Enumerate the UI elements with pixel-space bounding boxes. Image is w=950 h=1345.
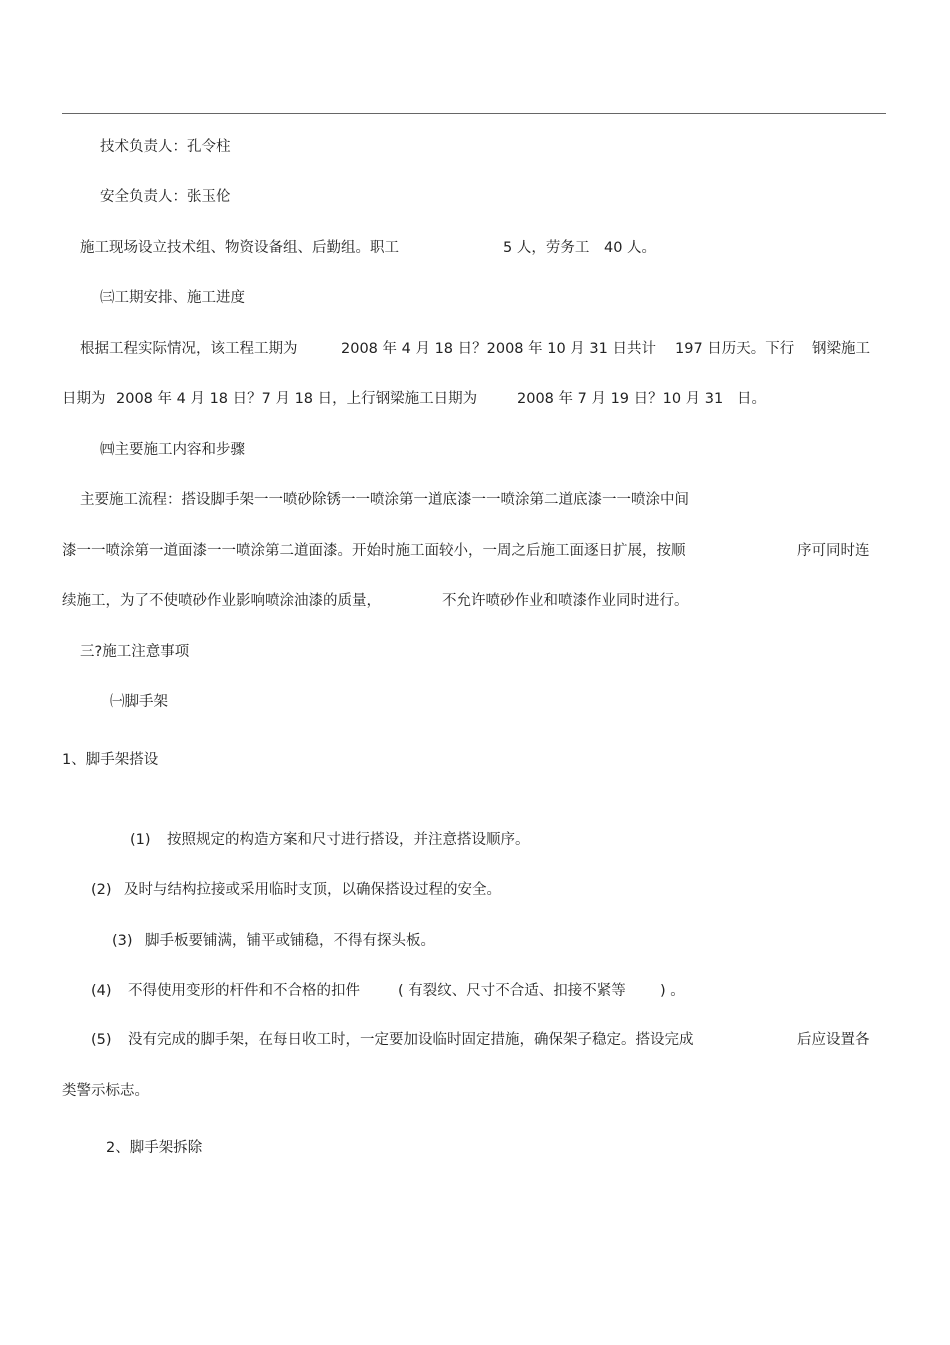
- staffing-workers: 5 人，劳务工: [503, 240, 590, 256]
- list-item-note: ( 有裂纹、尺寸不合适、扣接不紧等: [398, 983, 626, 999]
- list-item-number: (4): [91, 983, 112, 999]
- list-item-text: 没有完成的脚手架，在每日收工时，一定要加设临时固定措施，确保架子稳定。搭设完成: [128, 1032, 694, 1048]
- list-item-number: (2): [91, 882, 112, 898]
- schedule-period-label: 日期为: [62, 391, 106, 407]
- flow-line-1: 主要施工流程：搭设脚手架一一喷砂除锈一一喷涂第一道底漆一一喷涂第二道底漆一一喷涂中间: [80, 492, 689, 508]
- tech-lead-line: 技术负责人：孔令柱: [100, 139, 231, 155]
- safety-lead-line: 安全负责人：张玉伦: [100, 189, 231, 205]
- schedule-dates: 2008 年 4 月 18 日？2008 年 10 月 31 日共计: [341, 341, 656, 357]
- list-item-number: (1): [130, 832, 151, 848]
- list-item-text: 按照规定的构造方案和尺寸进行搭设，并注意搭设顺序。: [167, 832, 530, 848]
- header-rule: [62, 113, 886, 114]
- schedule-lower-beam: 钢梁施工: [812, 341, 870, 357]
- schedule-upper-dates: 2008 年 7 月 19 日？10 月 31: [517, 391, 724, 407]
- list-item-note-end: ) 。: [660, 983, 685, 999]
- list-item-continuation: 类警示标志。: [62, 1083, 149, 1099]
- schedule-end: 日。: [737, 391, 766, 407]
- item-1-heading: 1、脚手架搭设: [62, 752, 159, 768]
- part-3-heading: 三?施工注意事项: [80, 644, 190, 660]
- schedule-lower-dates: 2008 年 4 月 18 日？7 月 18 日，上行钢梁施工日期为: [116, 391, 478, 407]
- list-item-text: 及时与结构拉接或采用临时支顶，以确保搭设过程的安全。: [124, 882, 501, 898]
- list-item-number: (5): [91, 1032, 112, 1048]
- flow-steps: 漆一一喷涂第一道面漆一一喷涂第二道面漆。开始时施工面较小，一周之后施工面逐日扩展，按顺: [62, 543, 686, 559]
- staffing-laborers: 40 人。: [604, 240, 657, 256]
- schedule-intro: 根据工程实际情况，该工程工期为: [80, 341, 298, 357]
- list-item-text: 不得使用变形的杆件和不合格的扣件: [128, 983, 360, 999]
- flow-continue: 续施工，为了不使喷砂作业影响喷涂油漆的质量，: [62, 593, 381, 609]
- list-item-tail: 后应设置各: [797, 1032, 870, 1048]
- flow-restriction: 不允许喷砂作业和喷漆作业同时进行。: [442, 593, 689, 609]
- staffing-text: 施工现场设立技术组、物资设备组、后勤组。职工: [80, 240, 399, 256]
- flow-order: 序可同时连: [797, 543, 870, 559]
- item-2-heading: 2、脚手架拆除: [106, 1140, 203, 1156]
- list-item-number: (3): [112, 933, 133, 949]
- subsection-scaffold-heading: ㈠脚手架: [110, 694, 168, 710]
- schedule-total: 197 日历天。下行: [675, 341, 795, 357]
- section-4-heading: ㈣主要施工内容和步骤: [100, 442, 245, 458]
- section-3-heading: ㈢工期安排、施工进度: [100, 290, 245, 306]
- list-item-text: 脚手板要铺满，铺平或铺稳，不得有探头板。: [145, 933, 435, 949]
